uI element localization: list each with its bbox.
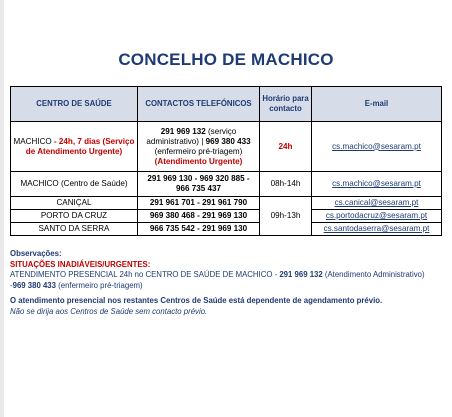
page-title: CONCELHO DE MACHICO [118, 50, 334, 69]
cell-email [312, 210, 442, 223]
phone-number: 969 380 433 [205, 136, 251, 146]
cell-centro [11, 122, 138, 172]
table-row [11, 223, 442, 236]
atendimento-part: ATENDIMENTO PRESENCIAL 24h no CENTRO DE SAÚDE DE MACHICO - [10, 270, 280, 279]
cell-centro: MACHICO (Centro de Saúde) [11, 172, 138, 197]
cell-email [312, 122, 442, 172]
cell-email [312, 197, 442, 210]
urgent-label: (Atendimento Urgente) [154, 156, 243, 166]
table-row [11, 197, 442, 210]
cell-centro: PORTO DA CRUZ [11, 210, 138, 223]
situacoes-heading: SITUAÇÕES INADIÁVEIS/URGENTES: [10, 259, 151, 269]
table-header-row [11, 87, 442, 122]
table-row [11, 210, 442, 223]
email-link[interactable]: cs.machico@sesaram.pt [332, 141, 421, 151]
cell-contactos: 291 969 130 - 969 320 885 - 966 735 437 [138, 172, 260, 197]
nao-dirija-text: Não se dirija aos Centros de Saúde sem contacto prévio. [10, 306, 208, 316]
phone-number: 291 969 132 [279, 270, 323, 279]
cell-contactos: 969 380 468 - 291 969 130 [138, 210, 260, 223]
contacts-table [10, 86, 442, 236]
email-link[interactable]: cs.santodaserra@sesaram.pt [323, 224, 430, 233]
phone-number: 291 969 132 [160, 126, 206, 136]
email-link[interactable]: cs.machico@sesaram.pt [332, 179, 421, 188]
email-link[interactable]: cs.portodacruz@sesaram.pt [325, 211, 428, 220]
email-link[interactable]: cs.canical@sesaram.pt [334, 198, 419, 207]
atendimento-part: (Atendimento Administrativo) - [10, 270, 425, 290]
observacoes-heading: Observações: [10, 249, 62, 258]
cell-horario: 24h [260, 122, 312, 172]
cell-contactos: 291 961 701 - 291 961 790 [138, 197, 260, 210]
cell-email [312, 223, 442, 236]
header-centro: CENTRO DE SAÚDE [11, 87, 138, 122]
atendimento-part: (enfermeiro pré-triagem) [55, 280, 143, 290]
centro-urgent-note: - 24h, 7 dias (Serviço de Atendimento Urgente) [25, 136, 135, 156]
cell-horario: 09h-13h [260, 197, 312, 236]
phone-note: (enfermeiro pré-triagem) [154, 146, 243, 156]
cell-email [312, 172, 442, 197]
header-horario: Horário para contacto [260, 87, 312, 122]
centro-name: MACHICO [13, 136, 52, 146]
cell-centro: CANIÇAL [11, 197, 138, 210]
header-contactos: CONTACTOS TELEFÓNICOS [138, 87, 260, 122]
agendamento-text: O atendimento presencial nos restantes Centros de Saúde está dependente de agendamento prévio. [10, 296, 383, 305]
atendimento-text [10, 270, 440, 291]
cell-contactos: 966 735 542 - 291 969 130 [138, 223, 260, 236]
cell-contactos [138, 122, 260, 172]
notes-section [10, 249, 440, 317]
phone-number: 969 380 433 [12, 280, 56, 290]
cell-centro: SANTO DA SERRA [11, 223, 138, 236]
header-email: E-mail [312, 87, 442, 122]
table-row [11, 172, 442, 197]
cell-horario: 08h-14h [260, 172, 312, 197]
phone-note: (serviço administrativo) | [146, 126, 237, 146]
table-row [11, 122, 442, 172]
